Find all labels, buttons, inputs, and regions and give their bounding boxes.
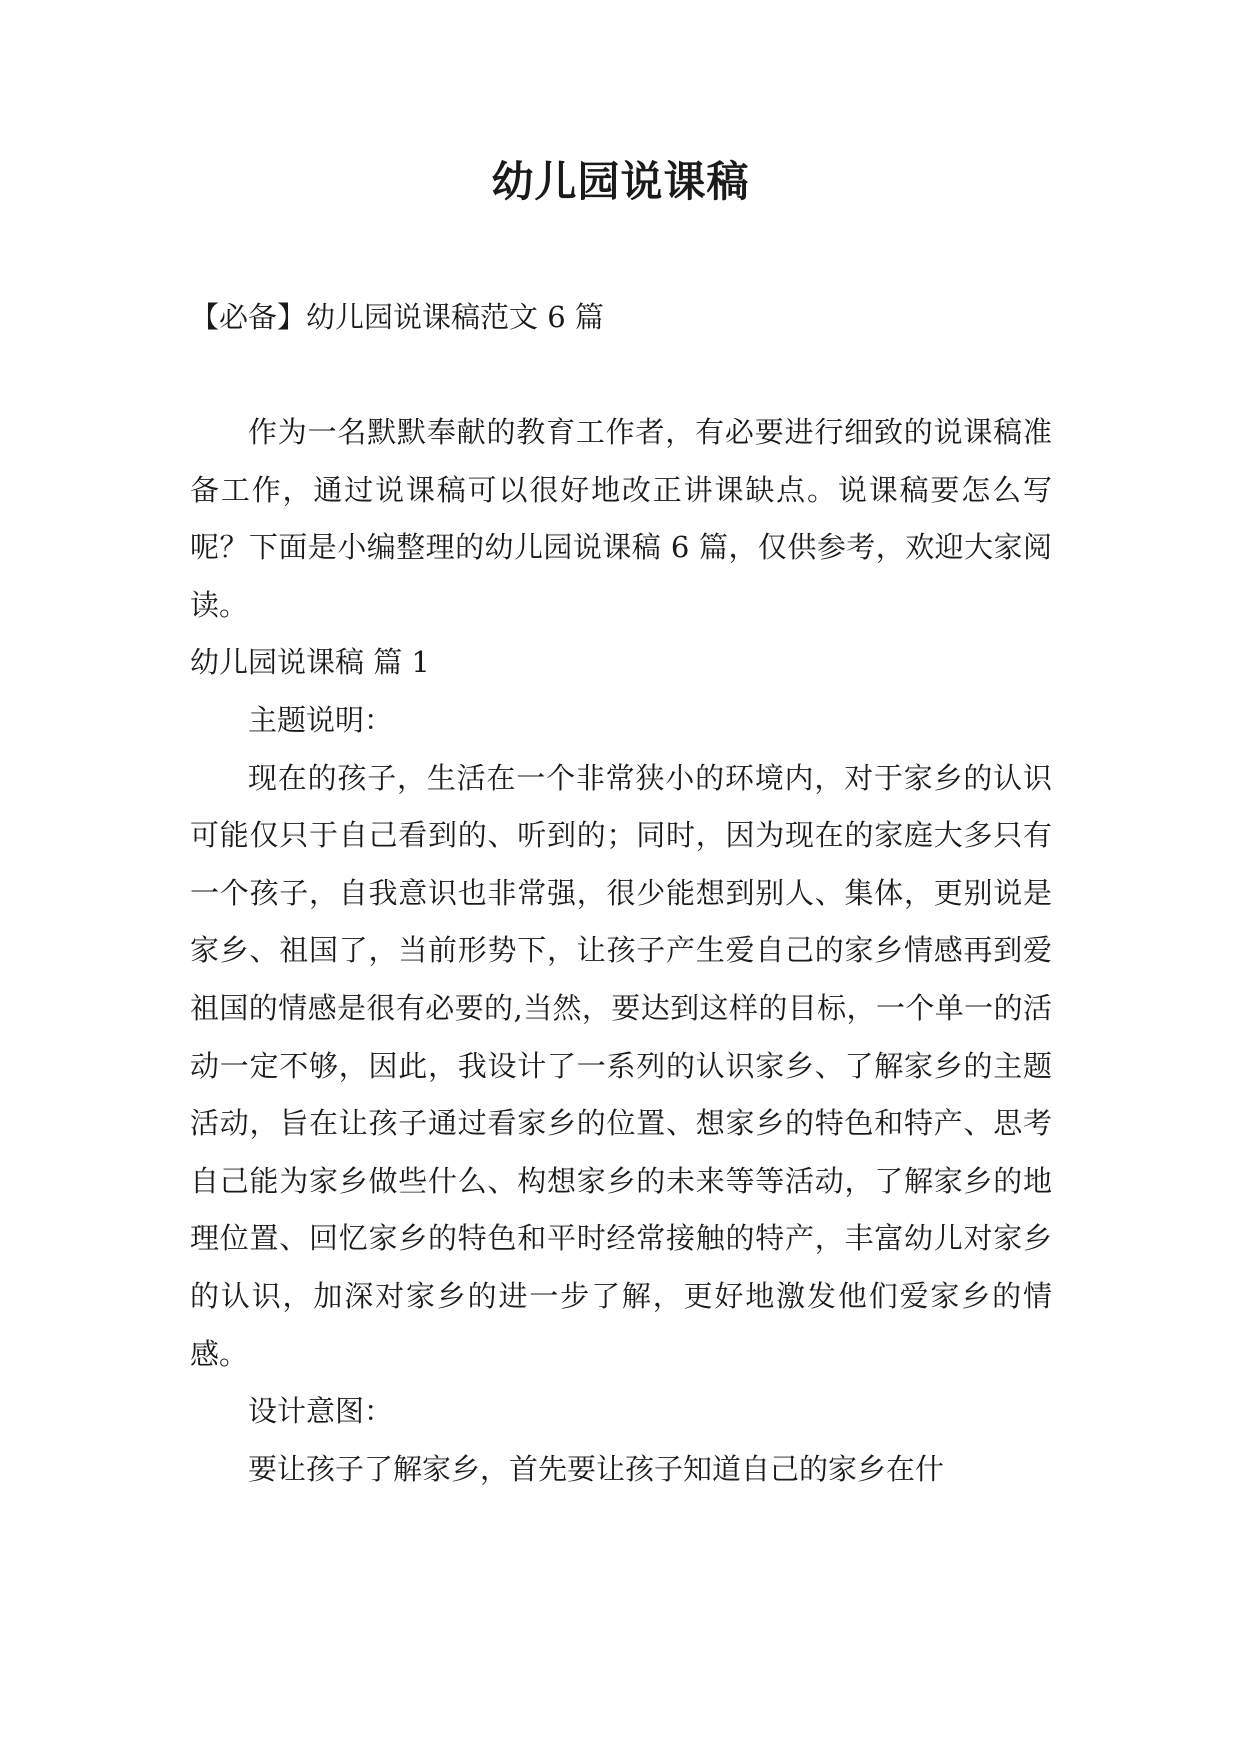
- design-paragraph: 要让孩子了解家乡，首先要让孩子知道自己的家乡在什: [248, 1451, 945, 1486]
- document-title: 幼儿园说课稿: [491, 157, 750, 206]
- document-body: [190, 404, 1052, 1498]
- design-label: 设计意图：: [248, 1394, 394, 1429]
- document-subtitle: 【必备】幼儿园说课稿范文 6 篇: [190, 300, 604, 334]
- theme-paragraph: 现在的孩子，生活在一个非常狭小的环境内，对于家乡的认识可能仅只于自己看到的、听到的；同时，因为现在的家庭大多只有一个孩子，自我意识也非常强，很少能想到别人、集体，更别说是家乡、祖国了，当前形势下，让孩子产生爱自己的家乡情感再到爱祖国的情感是很有必要的,当然，要达到这样的目标，一个单一的活动一定不够，因此，我设计了一系列的认识家乡、了解家乡的主题活动，旨在让孩子通过看家乡的位置、想家乡的特色和特产、思考自己能为家乡做些什么、构想家乡的未来等等活动，了解家乡的地理位置、回忆家乡的特色和平时经常接触的特产，丰富幼儿对家乡的认识，加深对家乡的进一步了解，更好地激发他们爱家乡的情感。: [190, 760, 1052, 1371]
- theme-label: 主题说明：: [248, 702, 394, 737]
- intro-paragraph: 作为一名默默奉献的教育工作者，有必要进行细致的说课稿准备工作，通过说课稿可以很好地改正讲课缺点。说课稿要怎么写呢？下面是小编整理的幼儿园说课稿 6 篇，仅供参考，欢迎大家阅读。: [190, 415, 1052, 622]
- section-heading: 幼儿园说课稿 篇 1: [190, 645, 430, 680]
